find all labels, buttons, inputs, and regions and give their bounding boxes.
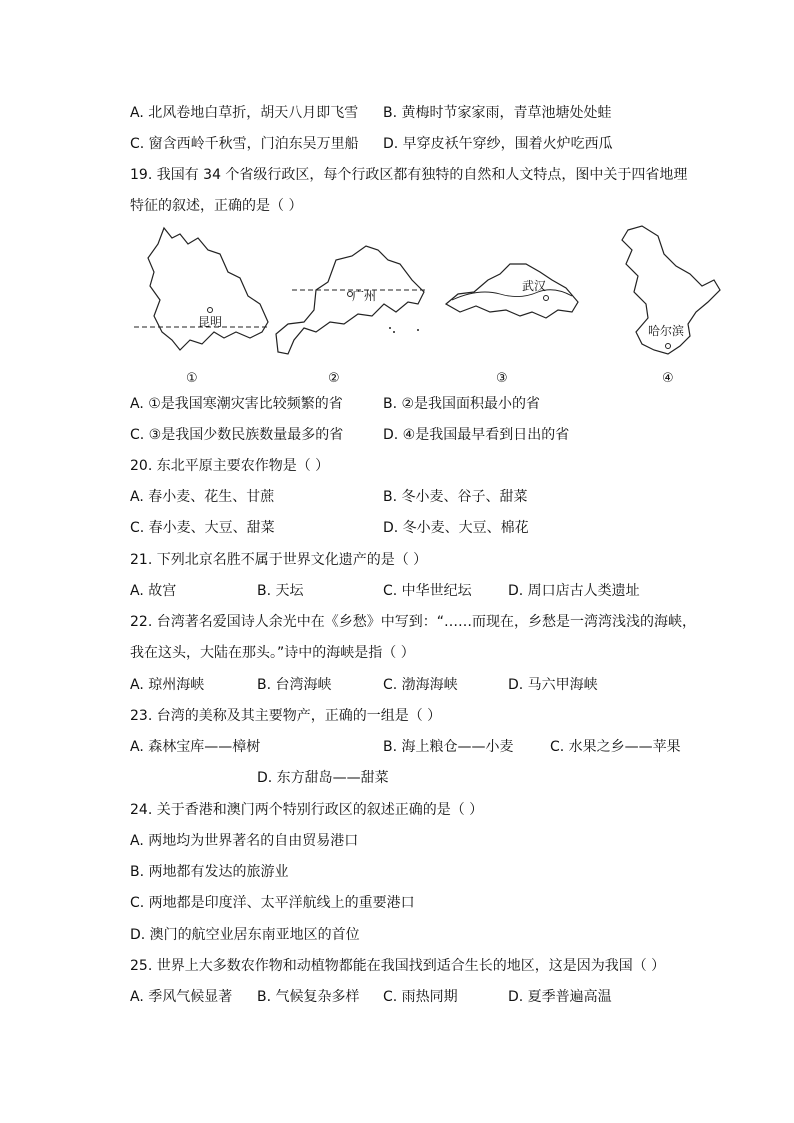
- label-haerbin: 哈尔滨: [648, 324, 685, 338]
- map-number-2: ②: [328, 371, 340, 386]
- q19-stem-line1: 19. 我国有 34 个省级行政区，每个行政区都有独特的自然和人文特点，图中关于四省地理: [130, 167, 688, 183]
- province-maps-figure: [128, 220, 728, 395]
- q25-option-b: B. 气候复杂多样: [257, 989, 360, 1005]
- q19-option-a: A. ①是我国寒潮灾害比较频繁的省: [130, 396, 343, 412]
- q24-option-c: C. 两地都是印度洋、太平洋航线上的重要港口: [130, 895, 415, 911]
- map-number-3: ③: [496, 371, 508, 386]
- q24-stem: 24. 关于香港和澳门两个特别行政区的叙述正确的是（ ）: [130, 802, 484, 818]
- map-hubei: [446, 264, 578, 386]
- q22-stem-line1: 22. 台湾著名爱国诗人余光中在《乡愁》中写到：“……而现在，乡愁是一湾湾浅浅的海峡，: [130, 614, 696, 630]
- map-heilongjiang: [622, 226, 720, 386]
- q22-stem-line2: 我在这头，大陆在那头。”诗中的海峡是指（ ）: [130, 645, 415, 661]
- q25-stem: 25. 世界上大多数农作物和动植物都能在我国找到适合生长的地区，这是因为我国（ ）: [130, 958, 666, 974]
- q21-option-c: C. 中华世纪坛: [383, 583, 472, 599]
- q24-option-b: B. 两地都有发达的旅游业: [130, 864, 289, 880]
- q20-option-a: A. 春小麦、花生、甘蔗: [130, 489, 275, 505]
- q23-option-d: D. 东方甜岛——甜菜: [257, 770, 389, 786]
- label-kunming: 昆明: [198, 315, 223, 329]
- q19-stem-line2: 特征的叙述，正确的是（ ）: [130, 198, 303, 214]
- q18-option-b: B. 黄梅时节家家雨，青草池塘处处蛙: [383, 105, 612, 121]
- q23-stem: 23. 台湾的美称及其主要物产，正确的一组是（ ）: [130, 708, 442, 724]
- q21-option-a: A. 故宫: [130, 583, 177, 599]
- q24-option-d: D. 澳门的航空业居东南亚地区的首位: [130, 927, 360, 943]
- q20-stem: 20. 东北平原主要农作物是（ ）: [130, 458, 330, 474]
- q19-option-c: C. ③是我国少数民族数量最多的省: [130, 427, 344, 443]
- q18-option-a: A. 北风卷地白草折，胡天八月即飞雪: [130, 105, 359, 121]
- q20-option-c: C. 春小麦、大豆、甜菜: [130, 520, 275, 536]
- q19-option-b: B. ②是我国面积最小的省: [383, 396, 541, 412]
- q19-option-d: D. ④是我国最早看到日出的省: [383, 427, 570, 443]
- q22-option-b: B. 台湾海峡: [257, 677, 332, 693]
- q23-option-c: C. 水果之乡——苹果: [550, 739, 681, 755]
- map-guangdong: [276, 246, 426, 386]
- q25-option-c: C. 雨热同期: [383, 989, 458, 1005]
- q23-option-b: B. 海上粮仓——小麦: [383, 739, 514, 755]
- q21-option-d: D. 周口店古人类遗址: [508, 583, 640, 599]
- q21-option-b: B. 天坛: [257, 583, 304, 599]
- q18-option-c: C. 窗含西岭千秋雪，门泊东吴万里船: [130, 136, 359, 152]
- q20-option-d: D. 冬小麦、大豆、棉花: [383, 520, 529, 536]
- label-guangzhou: 广州: [352, 289, 377, 303]
- q22-option-c: C. 渤海海峡: [383, 677, 458, 693]
- province-maps-svg: [128, 220, 728, 395]
- q25-option-a: A. 季风气候显著: [130, 989, 233, 1005]
- q25-option-d: D. 夏季普遍高温: [508, 989, 612, 1005]
- q21-stem: 21. 下列北京名胜不属于世界文化遗产的是（ ）: [130, 552, 428, 568]
- q18-option-d: D. 早穿皮袄午穿纱，围着火炉吃西瓜: [383, 136, 613, 152]
- map-number-4: ④: [662, 371, 674, 386]
- map-yunnan: [134, 228, 268, 386]
- q24-option-a: A. 两地均为世界著名的自由贸易港口: [130, 833, 359, 849]
- label-wuhan: 武汉: [522, 279, 547, 293]
- q23-option-a: A. 森林宝库——樟树: [130, 739, 261, 755]
- q20-option-b: B. 冬小麦、谷子、甜菜: [383, 489, 528, 505]
- q22-option-a: A. 琼州海峡: [130, 677, 205, 693]
- map-number-1: ①: [186, 371, 198, 386]
- q22-option-d: D. 马六甲海峡: [508, 677, 598, 693]
